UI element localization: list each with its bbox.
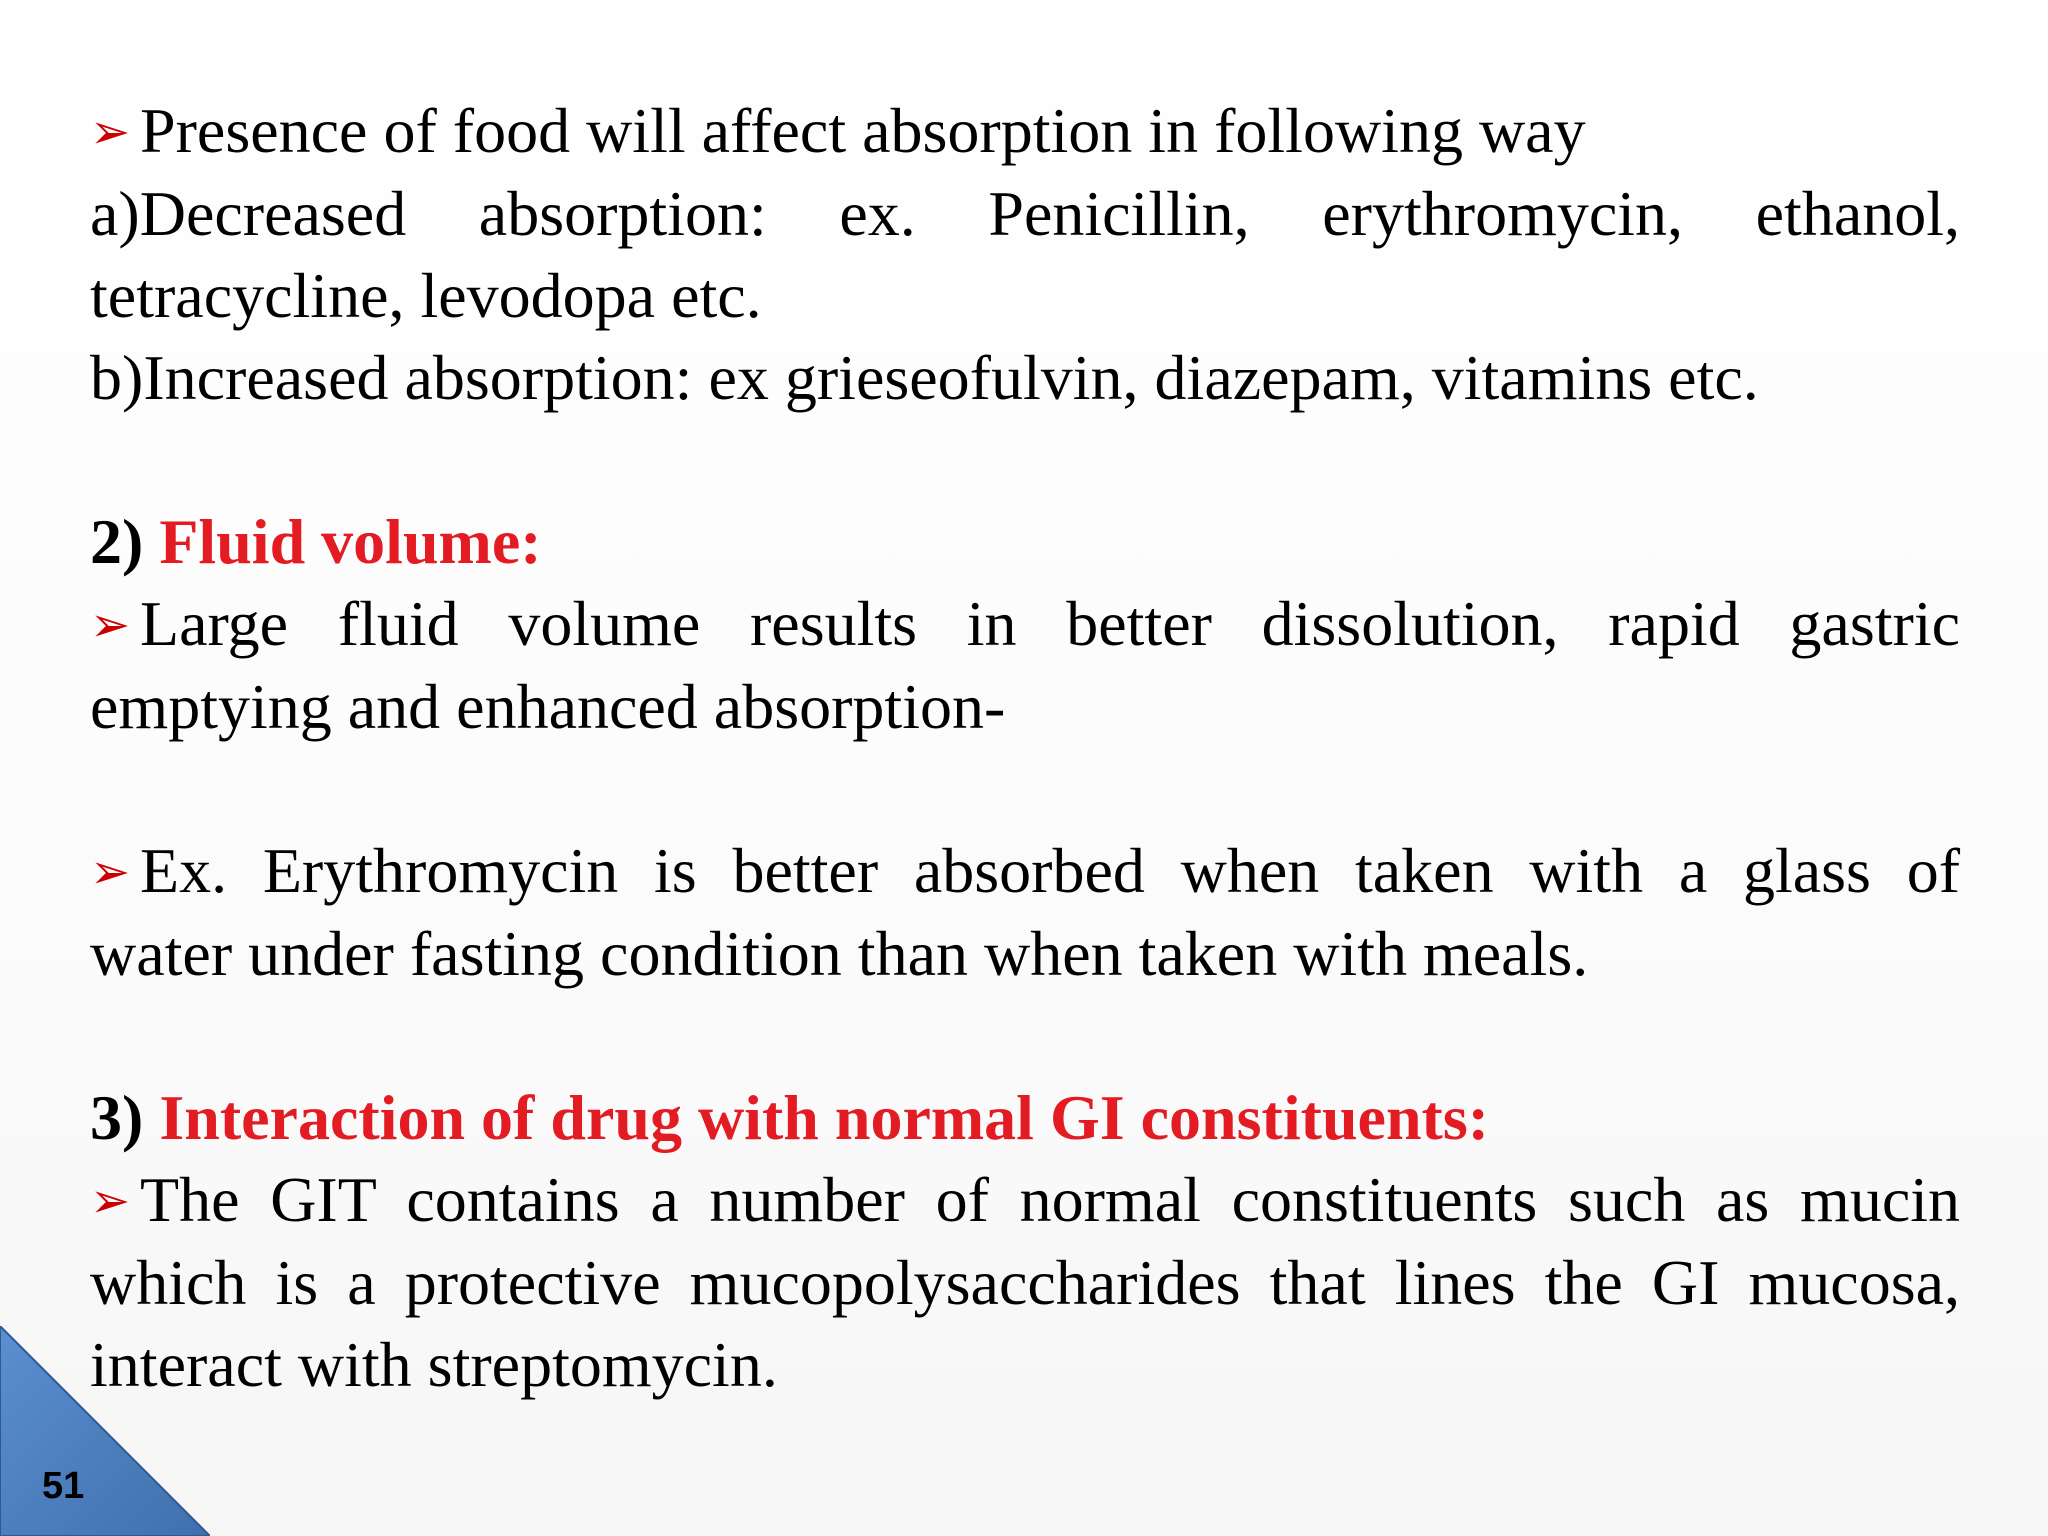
example-line2: water under fasting condition than when taken with meals.: [90, 918, 1589, 989]
spacer: [90, 419, 1960, 501]
intro-text: Presence of food will affect absorption in following way: [140, 95, 1586, 166]
section2-heading: [90, 501, 1960, 583]
section3-heading: [90, 1077, 1960, 1159]
corner-triangle: [0, 1326, 210, 1536]
section2-title: Fluid volume:: [159, 506, 542, 577]
slide-body: [90, 90, 1960, 1406]
section2-number: 2): [90, 506, 144, 577]
git-line2: which is a protective mucopolysaccharides that lines the GI mucosa,: [90, 1247, 1960, 1318]
section3-title: Interaction of drug with normal GI constituents:: [159, 1082, 1490, 1153]
page-number: 51: [42, 1465, 85, 1507]
git-line1: The GIT contains a number of normal constituents such as mucin: [140, 1164, 1960, 1235]
spacer: [90, 995, 1960, 1077]
decreased-absorption-line1: a)Decreased absorption: ex. Penicillin, erythromycin, ethanol,: [90, 178, 1960, 249]
arrow-bullet-icon: ➢: [90, 844, 131, 900]
git-bullet: [90, 1159, 1960, 1242]
arrow-bullet-icon: ➢: [90, 104, 131, 160]
section3-number: 3): [90, 1082, 144, 1153]
intro-bullet: [90, 90, 1960, 173]
arrow-bullet-icon: ➢: [90, 1173, 131, 1229]
arrow-bullet-icon: ➢: [90, 597, 131, 653]
increased-absorption: b)Increased absorption: ex grieseofulvin, diazepam, vitamins etc.: [90, 342, 1759, 413]
spacer: [90, 748, 1960, 830]
fluid-volume-bullet: [90, 583, 1960, 666]
fluid-line2: emptying and enhanced absorption-: [90, 671, 1006, 742]
fluid-line1: Large fluid volume results in better dissolution, rapid gastric: [140, 588, 1960, 659]
example-line1: Ex. Erythromycin is better absorbed when taken with a glass of: [140, 835, 1960, 906]
git-line3: interact with streptomycin.: [90, 1329, 778, 1400]
example-bullet: [90, 830, 1960, 913]
decreased-absorption-line2: tetracycline, levodopa etc.: [90, 260, 762, 331]
